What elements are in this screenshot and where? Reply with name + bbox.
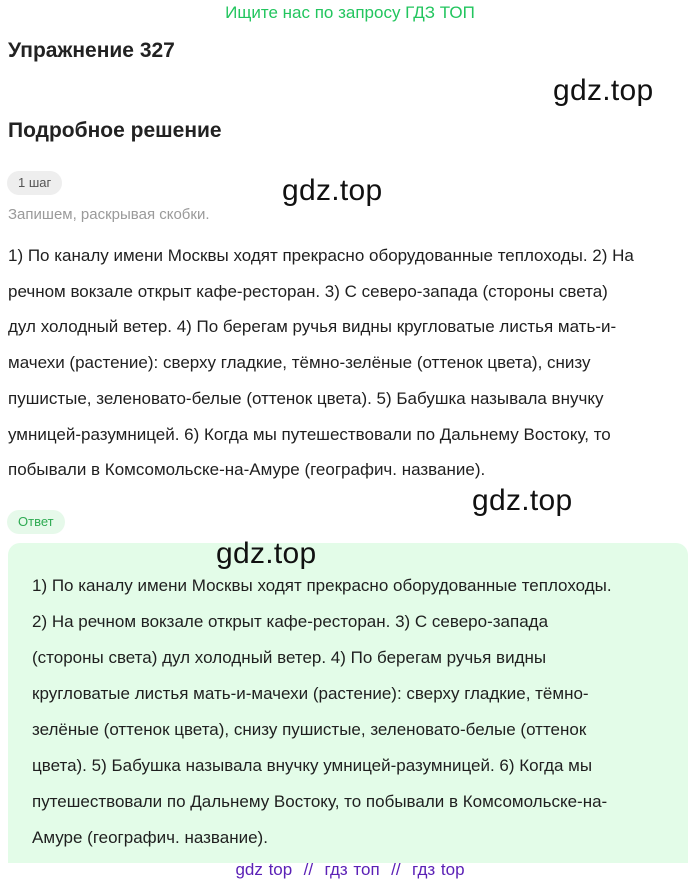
search-banner: Ищите нас по запросу ГДЗ ТОП bbox=[225, 3, 475, 22]
solution-heading: Подробное решение bbox=[8, 119, 222, 142]
exercise-title: Упражнение 327 bbox=[8, 39, 175, 62]
answer-line: 1) По каналу имени Москвы ходят прекрасно оборудованные теплоходы. bbox=[32, 576, 612, 595]
step-badge: 1 шаг bbox=[7, 171, 62, 195]
footer-links[interactable]: gdz top // гдз топ // гдз top bbox=[235, 860, 465, 879]
answer-badge: Ответ bbox=[7, 510, 65, 534]
solution-line: речном вокзале открыт кафе-ресторан. 3) С северо-запада (стороны света) bbox=[8, 281, 608, 301]
answer-line: зелёные (оттенок цвета), снизу пушистые, зеленовато-белые (оттенок bbox=[32, 720, 587, 739]
answer-line: 2) На речном вокзале открыт кафе-ресторан. 3) С северо-запада bbox=[32, 612, 549, 631]
watermark: gdz.top bbox=[282, 174, 383, 207]
solution-line: дул холодный ветер. 4) По берегам ручья видны кругловатые листья мать-и- bbox=[8, 317, 617, 337]
solution-line: пушистые, зеленовато-белые (оттенок цвета). 5) Бабушка называла внучку bbox=[8, 388, 604, 408]
answer-line: цвета). 5) Бабушка называла внучку умницей-разумницей. 6) Когда мы bbox=[32, 756, 593, 775]
solution-line: мачехи (растение): сверху гладкие, тёмно-зелёные (оттенок цвета), снизу bbox=[8, 353, 591, 373]
solution-line: умницей-разумницей. 6) Когда мы путешествовали по Дальнему Востоку, то bbox=[8, 424, 611, 444]
watermark: gdz.top bbox=[216, 537, 317, 570]
step-hint: Запишем, раскрывая скобки. bbox=[8, 206, 210, 223]
answer-line: кругловатые листья мать-и-мачехи (растение): сверху гладкие, тёмно- bbox=[32, 684, 589, 703]
solution-line: побывали в Комсомольске-на-Амуре (географич. название). bbox=[8, 460, 486, 480]
solution-line: 1) По каналу имени Москвы ходят прекрасно оборудованные теплоходы. 2) На bbox=[8, 246, 634, 265]
watermark: gdz.top bbox=[472, 484, 573, 517]
solution-text bbox=[8, 238, 688, 488]
answer-text bbox=[32, 568, 672, 856]
watermark: gdz.top bbox=[553, 74, 654, 107]
answer-line: Амуре (географич. название). bbox=[32, 828, 268, 847]
answer-line: (стороны света) дул холодный ветер. 4) По берегам ручья видны bbox=[32, 648, 547, 667]
answer-line: путешествовали по Дальнему Востоку, то побывали в Комсомольске-на- bbox=[32, 792, 608, 811]
